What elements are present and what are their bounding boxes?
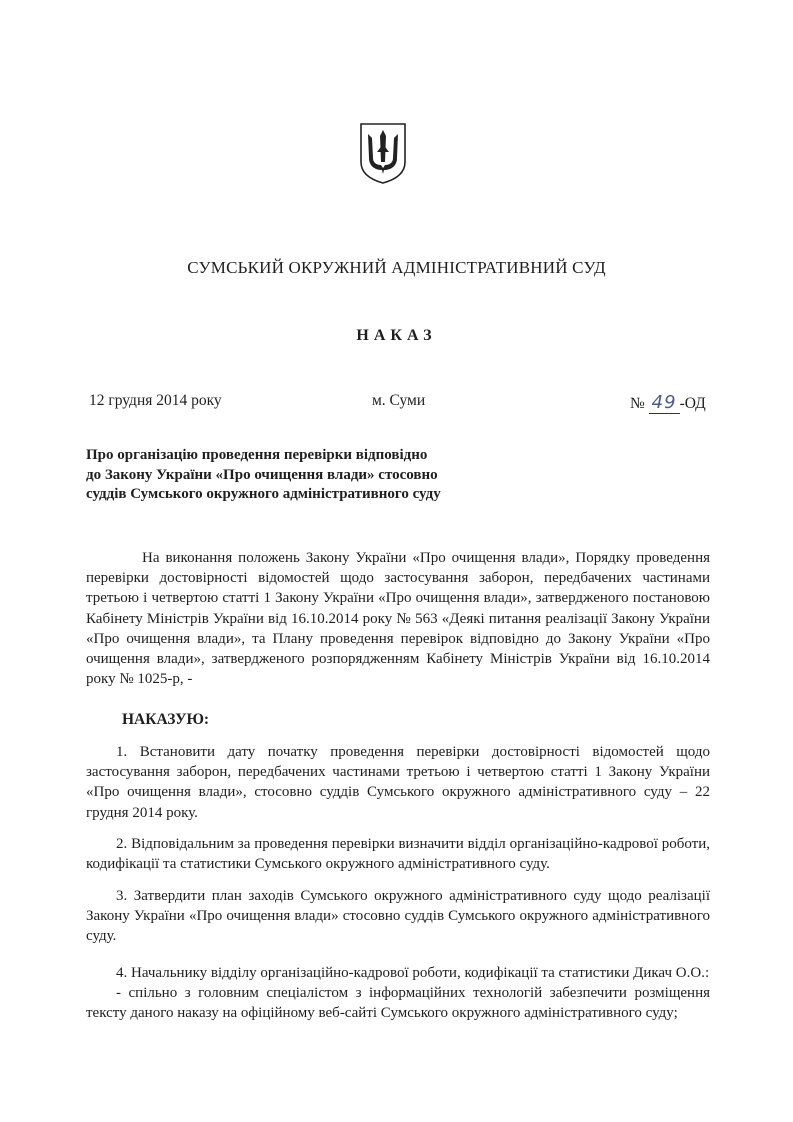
- ukraine-trident-icon: [358, 122, 408, 184]
- order-date: 12 грудня 2014 року: [89, 392, 222, 409]
- court-name: СУМСЬКИЙ ОКРУЖНИЙ АДМІНІСТРАТИВНИЙ СУД: [187, 258, 606, 277]
- order-number: [630, 392, 706, 413]
- order-item-1: 1. Встановити дату початку проведення перевірки достовірності відомостей щодо застосування заборон, передбачених частинами третьою і четвертою статті 1 Закону України «Про очищення влади», стосовно суддів Сумського окружного адміністративного суду – 22 грудня 2014 року.: [86, 744, 710, 821]
- order-word: НАКАЗУЮ:: [122, 711, 210, 728]
- preamble-paragraph: На виконання положень Закону України «Про очищення влади», Порядку проведення перевірки достовірності відомостей щодо застосування заборон, передбачених частинами третьою і четвертою статті 1 Закону України «Про очищення влади», затвердженого постановою Кабінету Міністрів України від 16.10.2014 року № 563 «Деякі питання реалізації Закону України «Про очищення влади», та Плану проведення перевірок відповідно до Закону України «Про очищення влади», затвердженого розпорядженням Кабінету Міністрів України від 16.10.2014 року № 1025-р, -: [86, 550, 710, 688]
- order-item-4-text: 4. Начальнику відділу організаційно-кадрової роботи, кодифікації та статистики Дикач О.О.:: [116, 965, 710, 981]
- order-subject: Про організацію проведення перевірки відповідно до Закону України «Про очищення влади» стосовно суддів Сумського окружного адміністративного суду: [86, 447, 441, 502]
- order-number-prefix: №: [630, 395, 645, 412]
- order-city: м. Суми: [372, 392, 426, 409]
- order-item-3: 3. Затвердити план заходів Сумського окружного адміністративного суду щодо реалізації Закону України «Про очищення влади» стосовно суддів Сумського окружного адміністративного суду.: [86, 888, 710, 945]
- order-item-2: 2. Відповідальним за проведення перевірки визначити відділ організаційно-кадрової роботи, кодифікації та статистики Сумського окружного адміністративного суду.: [86, 836, 710, 873]
- order-item-4-subpoint: - спільно з головним спеціалістом з інформаційних технологій забезпечити розміщення тексту даного наказу на офіційному веб-сайті Сумського окружного адміністративного суду;: [86, 985, 710, 1022]
- order-item-4: [86, 963, 710, 1024]
- order-number-handwritten: 49: [649, 392, 680, 414]
- document-type-title: НАКАЗ: [356, 327, 437, 344]
- order-number-suffix: -ОД: [679, 395, 706, 412]
